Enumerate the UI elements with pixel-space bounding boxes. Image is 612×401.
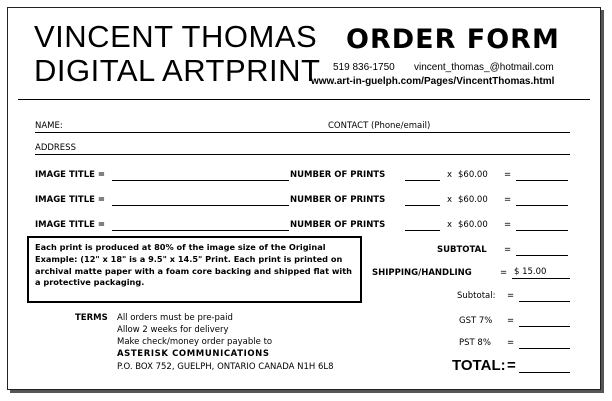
shipping-field[interactable] [512,278,570,279]
shipping-value: $ 15.00 [514,267,547,277]
contact-label: CONTACT (Phone/email) [328,121,431,131]
image-title-field[interactable] [112,180,289,181]
times-sign: x [447,220,453,230]
mailing-address: P.O. BOX 752, GUELPH, ONTARIO CANADA N1H 6L8 [117,362,334,372]
equals-sign: = [504,220,512,230]
subtotal2-field[interactable] [519,301,570,302]
number-of-prints-field[interactable] [405,180,440,181]
pst-field[interactable] [519,348,570,349]
equals-sign: = [504,195,512,205]
terms-line-3: Make check/money order payable to [117,337,273,347]
number-of-prints-field[interactable] [405,230,440,231]
times-sign: x [447,170,453,180]
number-of-prints-label: NUMBER OF PRINTS [290,220,386,230]
number-of-prints-label: NUMBER OF PRINTS [290,170,386,180]
print-info-note: Each print is produced at 80% of the image size of the Original Example: (12" x 18" is a 9.5" x 14.5" Print. Each print is printed on archival matte paper with a foam core backing and shipped flat with a protective packaging. [27,236,362,303]
total-equals: = [507,357,516,374]
terms-line-2: Allow 2 weeks for delivery [117,325,229,335]
address-label: ADDRESS [35,143,76,153]
number-of-prints-field[interactable] [405,205,440,206]
website-url: www.art-in-guelph.com/Pages/VincentThomas.html [311,76,555,87]
email-address: vincent_thomas_@hotmail.com [414,62,554,73]
image-title-field[interactable] [112,230,289,231]
unit-price: $60.00 [458,170,488,180]
number-of-prints-label: NUMBER OF PRINTS [290,195,386,205]
subtotal2-equals: = [507,291,515,301]
shipping-equals: = [500,268,508,278]
address-field[interactable] [35,154,570,155]
image-title-field[interactable] [112,205,289,206]
name-label: NAME: [35,121,63,131]
unit-price: $60.00 [458,220,488,230]
image-title-label: IMAGE TITLE = [35,195,106,205]
image-title-label: IMAGE TITLE = [35,220,106,230]
pst-label: PST 8% [459,338,491,348]
company-name: ASTERISK COMMUNICATIONS [117,349,270,359]
form-title: ORDER FORM [346,24,560,55]
equals-sign: = [504,170,512,180]
line-amount-field[interactable] [516,230,568,231]
unit-price: $60.00 [458,195,488,205]
subtotal-equals: = [504,245,512,255]
terms-line-1: All orders must be pre-paid [117,313,233,323]
gst-equals: = [507,316,515,326]
total-field[interactable] [519,372,570,373]
brand-name-line2: DIGITAL ARTPRINT [34,53,321,88]
gst-label: GST 7% [459,316,493,326]
name-contact-field[interactable] [35,132,570,133]
line-amount-field[interactable] [516,180,568,181]
subtotal-field[interactable] [516,255,568,256]
pst-equals: = [507,338,515,348]
subtotal2-label: Subtotal: [457,291,496,301]
gst-field[interactable] [519,326,570,327]
image-title-label: IMAGE TITLE = [35,170,106,180]
phone-number: 519 836-1750 [333,62,395,73]
shipping-label: SHIPPING/HANDLING [372,268,472,278]
brand-name-line1: VINCENT THOMAS [34,19,318,54]
subtotal-label: SUBTOTAL [437,245,487,255]
terms-label: TERMS [75,313,108,323]
line-amount-field[interactable] [516,205,568,206]
total-label: TOTAL: [452,357,506,374]
header-divider [18,99,590,100]
times-sign: x [447,195,453,205]
